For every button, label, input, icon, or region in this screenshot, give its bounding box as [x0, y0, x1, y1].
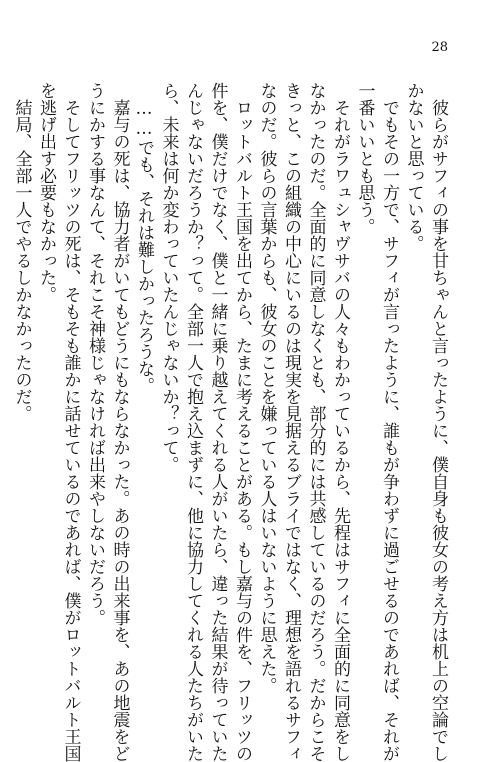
text-line: を逃げ出す必要もなかった。 — [36, 82, 56, 303]
text-line: そしてフリッツの死は、そもそも誰かに話せているのであれば、僕がロットバルト王国 — [60, 82, 81, 762]
text-line: ロットバルト王国を出てから、たまに考えることがある。もし嘉与の件を、フリッツの — [232, 82, 252, 762]
text-line: かないと思っている。 — [403, 82, 424, 252]
text-line: きっと、この組織の中心にいるのは現実を見据えるブライではなく、理想を語れるサフィ — [281, 82, 301, 762]
text-line: んじゃないだろうか？って。全部一人で抱え込まずに、他に協力してくれる人たちがいた — [183, 82, 203, 762]
text-line: 嘉与の死は、協力者がいてもどうにもならなかった。あの時の出来事を、あの地震をど — [109, 82, 130, 762]
text-line: でもその一方で、サフィが言ったように、誰もが争わずに過ごせるのであれば、それが — [379, 82, 399, 762]
text-line: なかったのだ。全面的に同意しなくとも、部分的には共感しているのだろう。だからこそ — [305, 82, 326, 762]
page-number: 28 — [431, 40, 448, 55]
text-line: うにかする事なんて、それこそ神様じゃなければ出来やしないだろう。 — [85, 82, 105, 626]
text-line: 一番いいとも思う。 — [354, 82, 375, 235]
novel-text-body — [11, 82, 450, 762]
text-line: なのだ。彼らの言葉からも、彼女のことを嫌っている人はいないように思えた。 — [256, 82, 277, 694]
text-line: ……でも、それは難しかったろうな。 — [134, 82, 154, 394]
text-line: ら、未来は何か変わっていたんじゃないか？って。 — [158, 82, 179, 473]
text-line: 件を、僕だけでなく、僕と一緒に乗り越えてくれる人がいたら、違った結果が待っていた — [207, 82, 228, 762]
text-line: 結局、全部一人でやるしかなかったのだ。 — [11, 82, 32, 422]
text-line: 彼らがサフィの事を甘ちゃんと言ったように、僕自身も彼女の考え方は机上の空論でし — [428, 82, 448, 762]
text-line: それがラワュシャヴサバの人々もわかっているから、先程はサフィに全面的に同意をし — [330, 82, 350, 762]
